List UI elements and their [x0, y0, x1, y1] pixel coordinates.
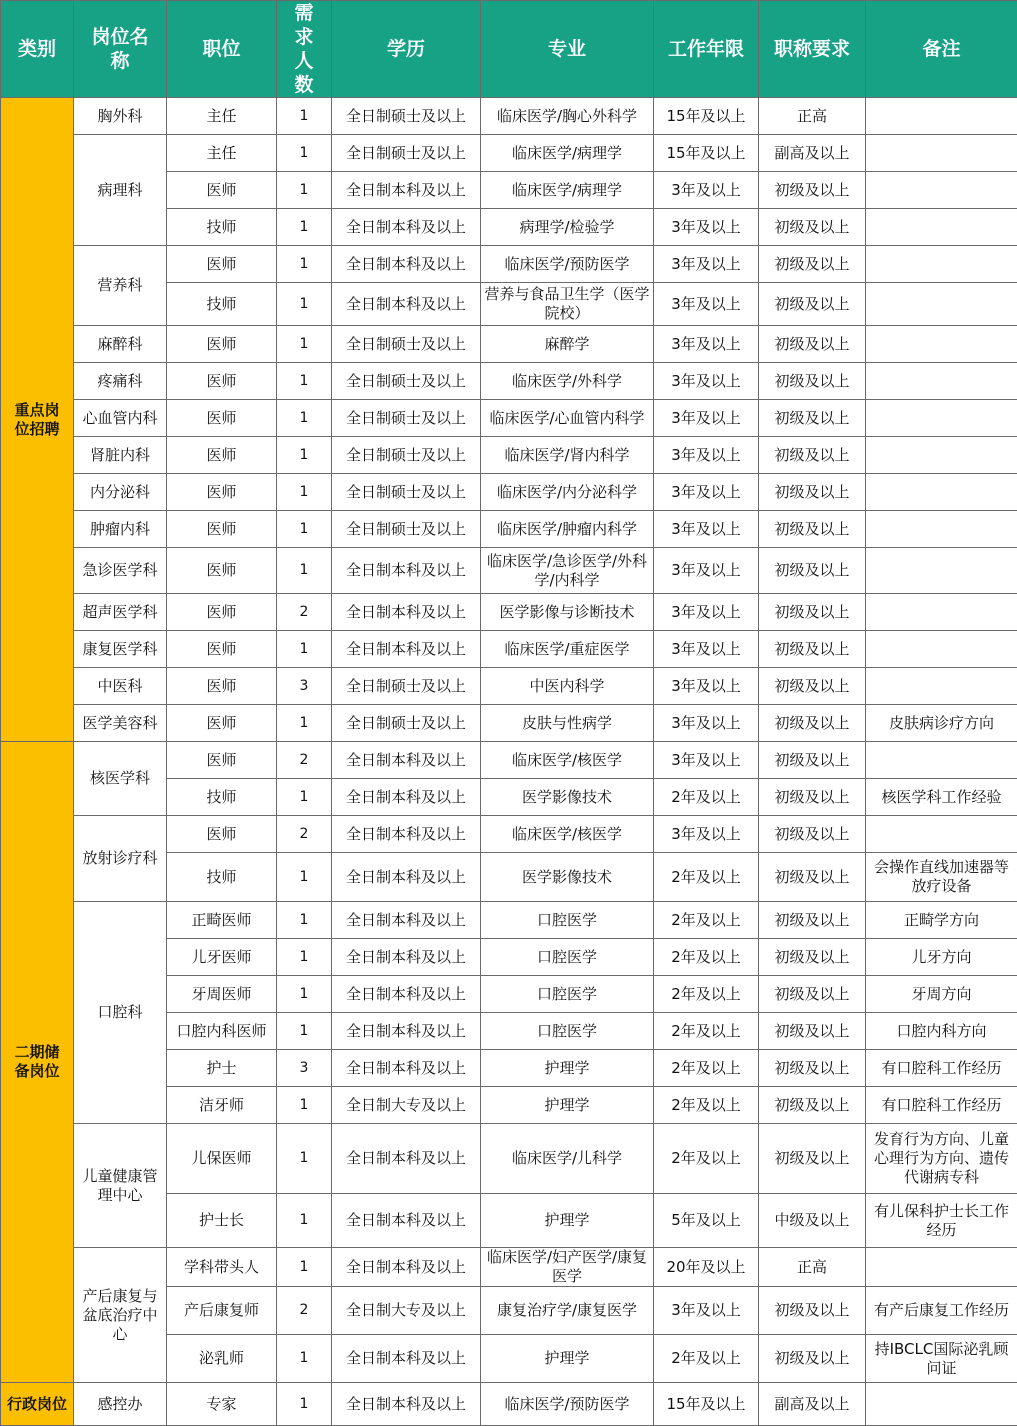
- title-cell: 初级及以上: [759, 779, 866, 816]
- department-cell: 医学美容科: [74, 705, 167, 742]
- years-cell: 3年及以上: [654, 474, 759, 511]
- years-cell: 15年及以上: [654, 1383, 759, 1426]
- major-cell: 皮肤与性病学: [481, 705, 654, 742]
- major-cell: 护理学: [481, 1087, 654, 1124]
- title-cell: 初级及以上: [759, 976, 866, 1013]
- table-header: [1, 1, 1017, 98]
- education-cell: 全日制本科及以上: [332, 548, 481, 594]
- years-cell: 5年及以上: [654, 1194, 759, 1248]
- major-cell: 医学影像技术: [481, 853, 654, 902]
- note-cell: 口腔内科方向: [866, 1013, 1017, 1050]
- title-cell: 初级及以上: [759, 1050, 866, 1087]
- education-cell: 全日制硕士及以上: [332, 437, 481, 474]
- major-cell: 临床医学/核医学: [481, 816, 654, 853]
- count-cell: 1: [277, 326, 332, 363]
- title-cell: 初级及以上: [759, 742, 866, 779]
- count-cell: 1: [277, 779, 332, 816]
- count-cell: 3: [277, 1050, 332, 1087]
- note-cell: [866, 326, 1017, 363]
- education-cell: 全日制硕士及以上: [332, 326, 481, 363]
- department-cell: 感控办: [74, 1383, 167, 1426]
- note-cell: [866, 135, 1017, 172]
- department-cell: 胸外科: [74, 98, 167, 135]
- count-cell: 1: [277, 1013, 332, 1050]
- major-cell: 口腔医学: [481, 1013, 654, 1050]
- major-cell: 临床医学/重症医学: [481, 631, 654, 668]
- years-cell: 2年及以上: [654, 902, 759, 939]
- education-cell: 全日制本科及以上: [332, 1013, 481, 1050]
- years-cell: 3年及以上: [654, 363, 759, 400]
- major-cell: 临床医学/急诊医学/外科学/内科学: [481, 548, 654, 594]
- department-cell: 超声医学科: [74, 594, 167, 631]
- years-cell: 2年及以上: [654, 1335, 759, 1383]
- major-cell: 病理学/检验学: [481, 209, 654, 246]
- title-cell: 初级及以上: [759, 1335, 866, 1383]
- position-cell: 主任: [167, 98, 277, 135]
- title-cell: 初级及以上: [759, 363, 866, 400]
- education-cell: 全日制本科及以上: [332, 1248, 481, 1287]
- education-cell: 全日制本科及以上: [332, 939, 481, 976]
- position-cell: 技师: [167, 209, 277, 246]
- note-cell: [866, 668, 1017, 705]
- category-key-positions: 重点岗位招聘: [1, 98, 74, 742]
- title-cell: 初级及以上: [759, 1013, 866, 1050]
- major-cell: 临床医学/核医学: [481, 742, 654, 779]
- note-cell: [866, 548, 1017, 594]
- count-cell: 1: [277, 246, 332, 283]
- count-cell: 3: [277, 668, 332, 705]
- years-cell: 2年及以上: [654, 853, 759, 902]
- major-cell: 临床医学/内分泌科学: [481, 474, 654, 511]
- education-cell: 全日制大专及以上: [332, 1287, 481, 1335]
- position-cell: 医师: [167, 631, 277, 668]
- table-row: [1, 511, 1017, 548]
- major-cell: 临床医学/病理学: [481, 135, 654, 172]
- department-cell: 肿瘤内科: [74, 511, 167, 548]
- position-cell: 产后康复师: [167, 1287, 277, 1335]
- years-cell: 2年及以上: [654, 976, 759, 1013]
- table-row: [1, 548, 1017, 594]
- note-cell: [866, 246, 1017, 283]
- table-row: [1, 474, 1017, 511]
- table-row: [1, 705, 1017, 742]
- note-cell: 会操作直线加速器等放疗设备: [866, 853, 1017, 902]
- years-cell: 3年及以上: [654, 172, 759, 209]
- table-row: [1, 326, 1017, 363]
- count-cell: 1: [277, 631, 332, 668]
- note-cell: 牙周方向: [866, 976, 1017, 1013]
- note-cell: 皮肤病诊疗方向: [866, 705, 1017, 742]
- count-cell: 1: [277, 400, 332, 437]
- column-header-count: 需求人数: [277, 1, 332, 98]
- education-cell: 全日制本科及以上: [332, 742, 481, 779]
- note-cell: [866, 400, 1017, 437]
- years-cell: 3年及以上: [654, 705, 759, 742]
- position-cell: 医师: [167, 172, 277, 209]
- position-cell: 医师: [167, 742, 277, 779]
- years-cell: 3年及以上: [654, 400, 759, 437]
- count-cell: 1: [277, 474, 332, 511]
- position-cell: 医师: [167, 816, 277, 853]
- department-cell: 内分泌科: [74, 474, 167, 511]
- education-cell: 全日制硕士及以上: [332, 668, 481, 705]
- position-cell: 医师: [167, 246, 277, 283]
- title-cell: 初级及以上: [759, 594, 866, 631]
- header-row: [1, 1, 1017, 98]
- column-header-dept: 岗位名称: [74, 1, 167, 98]
- years-cell: 20年及以上: [654, 1248, 759, 1287]
- title-cell: 初级及以上: [759, 631, 866, 668]
- count-cell: 1: [277, 98, 332, 135]
- major-cell: 临床医学/预防医学: [481, 246, 654, 283]
- education-cell: 全日制本科及以上: [332, 976, 481, 1013]
- count-cell: 1: [277, 902, 332, 939]
- education-cell: 全日制本科及以上: [332, 283, 481, 326]
- count-cell: 1: [277, 283, 332, 326]
- table-row: [1, 135, 1017, 172]
- note-cell: 有儿保科护士长工作经历: [866, 1194, 1017, 1248]
- major-cell: 临床医学/病理学: [481, 172, 654, 209]
- note-cell: [866, 363, 1017, 400]
- position-cell: 医师: [167, 363, 277, 400]
- note-cell: 持IBCLC国际泌乳顾问证: [866, 1335, 1017, 1383]
- department-cell: 麻醉科: [74, 326, 167, 363]
- table-row: [1, 816, 1017, 853]
- years-cell: 2年及以上: [654, 1013, 759, 1050]
- major-cell: 口腔医学: [481, 976, 654, 1013]
- position-cell: 医师: [167, 326, 277, 363]
- note-cell: [866, 1383, 1017, 1426]
- education-cell: 全日制本科及以上: [332, 1050, 481, 1087]
- title-cell: 初级及以上: [759, 326, 866, 363]
- years-cell: 3年及以上: [654, 326, 759, 363]
- count-cell: 1: [277, 511, 332, 548]
- education-cell: 全日制本科及以上: [332, 209, 481, 246]
- category-reserve-positions: 二期储备岗位: [1, 742, 74, 1383]
- position-cell: 护士长: [167, 1194, 277, 1248]
- department-cell: 核医学科: [74, 742, 167, 816]
- education-cell: 全日制硕士及以上: [332, 705, 481, 742]
- column-header-note: 备注: [866, 1, 1017, 98]
- title-cell: 初级及以上: [759, 1124, 866, 1194]
- column-header-years: 工作年限: [654, 1, 759, 98]
- education-cell: 全日制本科及以上: [332, 1383, 481, 1426]
- position-cell: 护士: [167, 1050, 277, 1087]
- major-cell: 临床医学/肾内科学: [481, 437, 654, 474]
- position-cell: 儿牙医师: [167, 939, 277, 976]
- position-cell: 技师: [167, 283, 277, 326]
- years-cell: 3年及以上: [654, 594, 759, 631]
- years-cell: 3年及以上: [654, 742, 759, 779]
- department-cell: 疼痛科: [74, 363, 167, 400]
- position-cell: 医师: [167, 400, 277, 437]
- education-cell: 全日制本科及以上: [332, 1335, 481, 1383]
- major-cell: 临床医学/胸心外科学: [481, 98, 654, 135]
- department-cell: 放射诊疗科: [74, 816, 167, 902]
- title-cell: 初级及以上: [759, 939, 866, 976]
- major-cell: 康复治疗学/康复医学: [481, 1287, 654, 1335]
- major-cell: 临床医学/肿瘤内科学: [481, 511, 654, 548]
- position-cell: 技师: [167, 853, 277, 902]
- major-cell: 口腔医学: [481, 902, 654, 939]
- position-cell: 技师: [167, 779, 277, 816]
- note-cell: [866, 1248, 1017, 1287]
- note-cell: [866, 172, 1017, 209]
- note-cell: [866, 511, 1017, 548]
- years-cell: 3年及以上: [654, 437, 759, 474]
- education-cell: 全日制本科及以上: [332, 816, 481, 853]
- position-cell: 口腔内科医师: [167, 1013, 277, 1050]
- position-cell: 学科带头人: [167, 1248, 277, 1287]
- major-cell: 护理学: [481, 1194, 654, 1248]
- major-cell: 护理学: [481, 1050, 654, 1087]
- department-cell: 产后康复与盆底治疗中心: [74, 1248, 167, 1383]
- count-cell: 1: [277, 976, 332, 1013]
- education-cell: 全日制本科及以上: [332, 1194, 481, 1248]
- table-row: [1, 1383, 1017, 1426]
- education-cell: 全日制硕士及以上: [332, 474, 481, 511]
- note-cell: 儿牙方向: [866, 939, 1017, 976]
- major-cell: 临床医学/妇产医学/康复医学: [481, 1248, 654, 1287]
- table-row: [1, 742, 1017, 779]
- count-cell: 1: [277, 939, 332, 976]
- count-cell: 1: [277, 705, 332, 742]
- title-cell: 初级及以上: [759, 246, 866, 283]
- years-cell: 2年及以上: [654, 1087, 759, 1124]
- education-cell: 全日制大专及以上: [332, 1087, 481, 1124]
- title-cell: 初级及以上: [759, 283, 866, 326]
- years-cell: 3年及以上: [654, 816, 759, 853]
- position-cell: 医师: [167, 474, 277, 511]
- major-cell: 临床医学/预防医学: [481, 1383, 654, 1426]
- title-cell: 初级及以上: [759, 1287, 866, 1335]
- title-cell: 副高及以上: [759, 135, 866, 172]
- table-row: [1, 363, 1017, 400]
- note-cell: [866, 594, 1017, 631]
- title-cell: 正高: [759, 98, 866, 135]
- education-cell: 全日制本科及以上: [332, 902, 481, 939]
- education-cell: 全日制硕士及以上: [332, 98, 481, 135]
- title-cell: 初级及以上: [759, 816, 866, 853]
- note-cell: [866, 474, 1017, 511]
- position-cell: 医师: [167, 594, 277, 631]
- years-cell: 3年及以上: [654, 668, 759, 705]
- note-cell: 核医学科工作经验: [866, 779, 1017, 816]
- position-cell: 医师: [167, 511, 277, 548]
- position-cell: 专家: [167, 1383, 277, 1426]
- department-cell: 康复医学科: [74, 631, 167, 668]
- department-cell: 心血管内科: [74, 400, 167, 437]
- table-row: [1, 902, 1017, 939]
- department-cell: 营养科: [74, 246, 167, 326]
- position-cell: 医师: [167, 705, 277, 742]
- table-body: [1, 98, 1017, 1426]
- note-cell: [866, 209, 1017, 246]
- count-cell: 1: [277, 1194, 332, 1248]
- count-cell: 2: [277, 816, 332, 853]
- title-cell: 初级及以上: [759, 902, 866, 939]
- education-cell: 全日制本科及以上: [332, 779, 481, 816]
- title-cell: 初级及以上: [759, 853, 866, 902]
- education-cell: 全日制本科及以上: [332, 246, 481, 283]
- title-cell: 初级及以上: [759, 511, 866, 548]
- count-cell: 1: [277, 1087, 332, 1124]
- title-cell: 初级及以上: [759, 437, 866, 474]
- title-cell: 初级及以上: [759, 209, 866, 246]
- major-cell: 临床医学/心血管内科学: [481, 400, 654, 437]
- note-cell: 有口腔科工作经历: [866, 1050, 1017, 1087]
- column-header-category: 类别: [1, 1, 74, 98]
- major-cell: 医学影像与诊断技术: [481, 594, 654, 631]
- years-cell: 3年及以上: [654, 511, 759, 548]
- title-cell: 初级及以上: [759, 705, 866, 742]
- table-row: [1, 631, 1017, 668]
- table-row: [1, 1124, 1017, 1194]
- title-cell: 正高: [759, 1248, 866, 1287]
- note-cell: [866, 437, 1017, 474]
- column-header-title: 职称要求: [759, 1, 866, 98]
- years-cell: 3年及以上: [654, 548, 759, 594]
- count-cell: 1: [277, 1248, 332, 1287]
- major-cell: 临床医学/儿科学: [481, 1124, 654, 1194]
- department-cell: 急诊医学科: [74, 548, 167, 594]
- department-cell: 口腔科: [74, 902, 167, 1124]
- count-cell: 1: [277, 437, 332, 474]
- years-cell: 3年及以上: [654, 209, 759, 246]
- years-cell: 2年及以上: [654, 939, 759, 976]
- years-cell: 3年及以上: [654, 246, 759, 283]
- position-cell: 医师: [167, 437, 277, 474]
- note-cell: [866, 98, 1017, 135]
- major-cell: 营养与食品卫生学（医学院校）: [481, 283, 654, 326]
- position-cell: 牙周医师: [167, 976, 277, 1013]
- note-cell: [866, 816, 1017, 853]
- major-cell: 临床医学/外科学: [481, 363, 654, 400]
- major-cell: 医学影像技术: [481, 779, 654, 816]
- note-cell: 有口腔科工作经历: [866, 1087, 1017, 1124]
- count-cell: 1: [277, 363, 332, 400]
- column-header-major: 专业: [481, 1, 654, 98]
- count-cell: 1: [277, 1383, 332, 1426]
- education-cell: 全日制本科及以上: [332, 172, 481, 209]
- title-cell: 初级及以上: [759, 474, 866, 511]
- count-cell: 1: [277, 1124, 332, 1194]
- note-cell: 发育行为方向、儿童心理行为方向、遗传代谢病专科: [866, 1124, 1017, 1194]
- table-row: [1, 594, 1017, 631]
- count-cell: 1: [277, 1335, 332, 1383]
- education-cell: 全日制硕士及以上: [332, 400, 481, 437]
- count-cell: 2: [277, 742, 332, 779]
- education-cell: 全日制硕士及以上: [332, 363, 481, 400]
- education-cell: 全日制本科及以上: [332, 631, 481, 668]
- note-cell: 有产后康复工作经历: [866, 1287, 1017, 1335]
- title-cell: 初级及以上: [759, 1087, 866, 1124]
- years-cell: 3年及以上: [654, 1287, 759, 1335]
- position-cell: 儿保医师: [167, 1124, 277, 1194]
- years-cell: 3年及以上: [654, 283, 759, 326]
- count-cell: 1: [277, 853, 332, 902]
- position-cell: 医师: [167, 548, 277, 594]
- education-cell: 全日制硕士及以上: [332, 135, 481, 172]
- table-row: [1, 246, 1017, 283]
- column-header-education: 学历: [332, 1, 481, 98]
- education-cell: 全日制硕士及以上: [332, 511, 481, 548]
- education-cell: 全日制本科及以上: [332, 594, 481, 631]
- count-cell: 2: [277, 594, 332, 631]
- position-cell: 洁牙师: [167, 1087, 277, 1124]
- note-cell: 正畸学方向: [866, 902, 1017, 939]
- position-cell: 泌乳师: [167, 1335, 277, 1383]
- position-cell: 主任: [167, 135, 277, 172]
- years-cell: 2年及以上: [654, 779, 759, 816]
- major-cell: 口腔医学: [481, 939, 654, 976]
- count-cell: 2: [277, 1287, 332, 1335]
- note-cell: [866, 283, 1017, 326]
- position-cell: 正畸医师: [167, 902, 277, 939]
- title-cell: 中级及以上: [759, 1194, 866, 1248]
- title-cell: 初级及以上: [759, 172, 866, 209]
- education-cell: 全日制本科及以上: [332, 853, 481, 902]
- count-cell: 1: [277, 548, 332, 594]
- major-cell: 中医内科学: [481, 668, 654, 705]
- department-cell: 儿童健康管理中心: [74, 1124, 167, 1248]
- title-cell: 初级及以上: [759, 668, 866, 705]
- table-row: [1, 98, 1017, 135]
- years-cell: 15年及以上: [654, 135, 759, 172]
- department-cell: 肾脏内科: [74, 437, 167, 474]
- years-cell: 2年及以上: [654, 1050, 759, 1087]
- position-cell: 医师: [167, 668, 277, 705]
- note-cell: [866, 742, 1017, 779]
- table-row: [1, 1248, 1017, 1287]
- table-row: [1, 668, 1017, 705]
- count-cell: 1: [277, 172, 332, 209]
- education-cell: 全日制本科及以上: [332, 1124, 481, 1194]
- department-cell: 病理科: [74, 135, 167, 246]
- table-row: [1, 400, 1017, 437]
- title-cell: 副高及以上: [759, 1383, 866, 1426]
- table-row: [1, 437, 1017, 474]
- years-cell: 3年及以上: [654, 631, 759, 668]
- department-cell: 中医科: [74, 668, 167, 705]
- title-cell: 初级及以上: [759, 548, 866, 594]
- major-cell: 麻醉学: [481, 326, 654, 363]
- count-cell: 1: [277, 135, 332, 172]
- count-cell: 1: [277, 209, 332, 246]
- column-header-position: 职位: [167, 1, 277, 98]
- years-cell: 15年及以上: [654, 98, 759, 135]
- category-admin-positions: 行政岗位: [1, 1383, 74, 1426]
- major-cell: 护理学: [481, 1335, 654, 1383]
- title-cell: 初级及以上: [759, 400, 866, 437]
- years-cell: 2年及以上: [654, 1124, 759, 1194]
- note-cell: [866, 631, 1017, 668]
